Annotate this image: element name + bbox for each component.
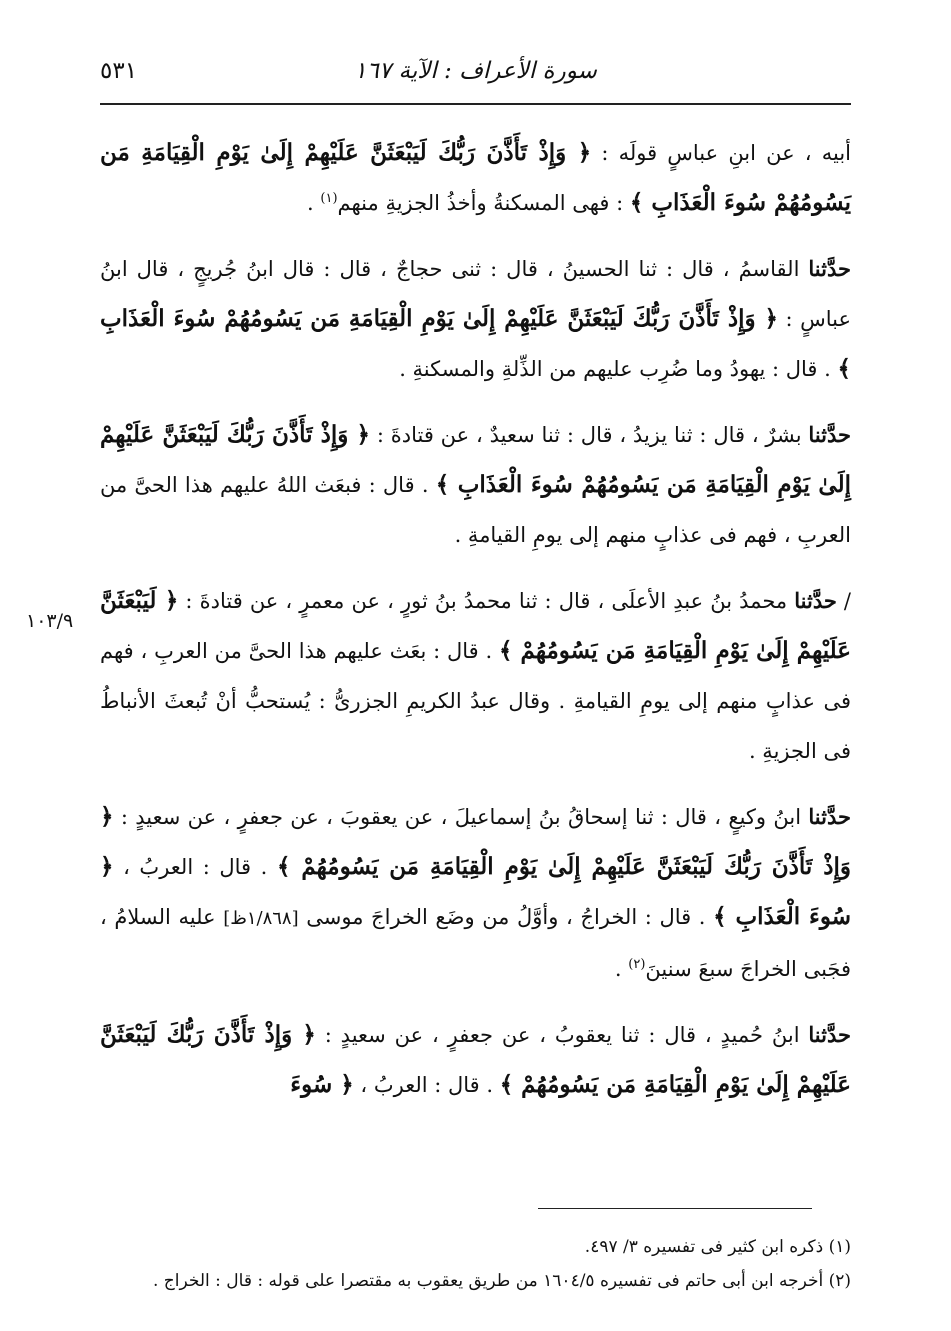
quran-verse: ﴿ وَإِذْ تَأَذَّنَ رَبُّكَ لَيَبْعَثَنَّ عَلَيْهِمْ إِلَىٰ يَوْمِ الْقِيَامَةِ مَن يَسُومُهُمْ ﴾ <box>100 1021 851 1098</box>
footnote-2: (٢) أخرجه ابن أبى حاتم فى تفسيره ١٦٠٤/٥ من طريق يعقوب به مقتصرا على قوله : قال : الخراج . <box>153 1271 851 1291</box>
narration-text: . قال : يهودُ وما ضُرِب عليهم من الذِّلةِ والمسكنةِ . <box>399 357 838 381</box>
page-break-marker: / <box>836 589 851 613</box>
quran-verse: ﴿ لَيَبْعَثَنَّ عَلَيْهِمْ إِلَىٰ يَوْمِ الْقِيَامَةِ مَن يَسُومُهُمْ ﴾ <box>100 587 851 664</box>
paragraph-4 <box>100 576 851 776</box>
narration-text: أبيه ، عن ابنِ عباسٍ قولَه : <box>591 141 852 165</box>
narration-text: القاسمُ ، قال : ثنا الحسينُ ، قال : ثنى حجاجٌ ، قال : قال ابنُ جُريجٍ ، قال ابنُ عباسٍ : <box>100 257 851 331</box>
narration-text: . قال : الخراجُ ، وأوَّلُ من وضَع الخراجَ موسى <box>298 905 714 929</box>
running-header <box>100 44 851 104</box>
narration-text: عليه السلامُ ، فجَبى الخراجَ سبعَ سنينَ <box>100 905 851 981</box>
paragraph-5 <box>100 792 851 994</box>
narrator-keyword: حدَّثنا <box>808 422 852 447</box>
quran-verse: ﴿ سُوءَ الْعَذَابِ ﴾ <box>100 853 851 930</box>
footnote-marker[interactable]: (٢) <box>628 957 646 972</box>
narration-text: . قال : العربُ ، <box>113 855 277 879</box>
main-text <box>100 128 851 1126</box>
footnotes <box>100 1230 851 1298</box>
surah-title: سورة الأعراف : الآية ١٦٧ <box>354 58 597 84</box>
narration-text: . قال : بعَث عليهم هذا الحىَّ من العربِ ، فهم فى عذابٍ منهم إلى يومِ القيامةِ . وقال عبدُ الكريمِ الجزرىُّ : يُستحبُّ أنْ تُبعثَ الأنباطُ فى الجزيةِ . <box>100 639 851 763</box>
narration-text: ابنُ حُميدٍ ، قال : ثنا يعقوبُ ، عن جعفرٍ ، عن سعيدٍ : <box>315 1023 809 1047</box>
narration-text: . قال : فبعَث اللهُ عليهم هذا الحىَّ من العربِ ، فهم فى عذابٍ منهم إلى يومِ القيامةِ . <box>100 473 851 547</box>
quran-verse: ﴿ وَإِذْ تَأَذَّنَ رَبُّكَ لَيَبْعَثَنَّ عَلَيْهِمْ إِلَىٰ يَوْمِ الْقِيَامَةِ مَن يَسُومُهُمْ سُوءَ الْعَذَابِ ﴾ <box>100 139 851 216</box>
paragraph-1 <box>100 128 851 228</box>
narrator-keyword: حدَّثنا <box>808 256 851 281</box>
margin-reference: ١٠٣/٩ <box>26 610 74 632</box>
footnote-marker[interactable]: (١) <box>320 191 338 206</box>
narrator-keyword: حدَّثنا <box>794 588 837 613</box>
paragraph-2 <box>100 244 851 394</box>
quran-verse: ﴿ وَإِذْ تَأَذَّنَ رَبُّكَ لَيَبْعَثَنَّ عَلَيْهِمْ إِلَىٰ يَوْمِ الْقِيَامَةِ مَن يَسُومُهُمْ سُوءَ الْعَذَابِ ﴾ <box>100 305 851 382</box>
manuscript-reference: [١/٨٦٨ظ] <box>223 908 299 929</box>
quran-verse: ﴿ سُوءَ <box>290 1071 354 1098</box>
footnote-divider <box>538 1208 812 1209</box>
narration-text: . <box>307 191 321 215</box>
narrator-keyword: حدَّثنا <box>808 804 851 829</box>
narration-text: محمدُ بنُ عبدِ الأعلَى ، قال : ثنا محمدُ بنُ ثورٍ ، عن معمرٍ ، عن قتادةَ : <box>178 589 795 613</box>
quran-verse: ﴿ وَإِذْ تَأَذَّنَ رَبُّكَ لَيَبْعَثَنَّ عَلَيْهِمْ إِلَىٰ يَوْمِ الْقِيَامَةِ مَن يَسُومُهُمْ سُوءَ الْعَذَابِ ﴾ <box>100 421 851 498</box>
paragraph-3 <box>100 410 851 560</box>
narration-text: . قال : العربُ ، <box>353 1073 500 1097</box>
footnote-1: (١) ذكره ابن كثير فى تفسيره ٣/ ٤٩٧. <box>584 1237 851 1257</box>
narration-text: : فهى المسكنةُ وأخذُ الجزيةِ منهم <box>337 191 630 215</box>
narrator-keyword: حدَّثنا <box>808 1022 851 1047</box>
page-number: ٥٣١ <box>100 58 138 84</box>
narration-text: بشرٌ ، قال : ثنا يزيدُ ، قال : ثنا سعيدٌ ، عن قتادةَ : <box>370 423 809 447</box>
narration-text: . <box>614 957 629 981</box>
narration-text: ابنُ وكيعٍ ، قال : ثنا إسحاقُ بنُ إسماعيلَ ، عن يعقوبَ ، عن جعفرٍ ، عن سعيدٍ : <box>113 805 809 829</box>
paragraph-6 <box>100 1010 851 1110</box>
header-divider <box>100 103 851 105</box>
quran-verse: ﴿ وَإِذْ تَأَذَّنَ رَبُّكَ لَيَبْعَثَنَّ عَلَيْهِمْ إِلَىٰ يَوْمِ الْقِيَامَةِ مَن يَسُومُهُمْ ﴾ <box>100 803 851 880</box>
